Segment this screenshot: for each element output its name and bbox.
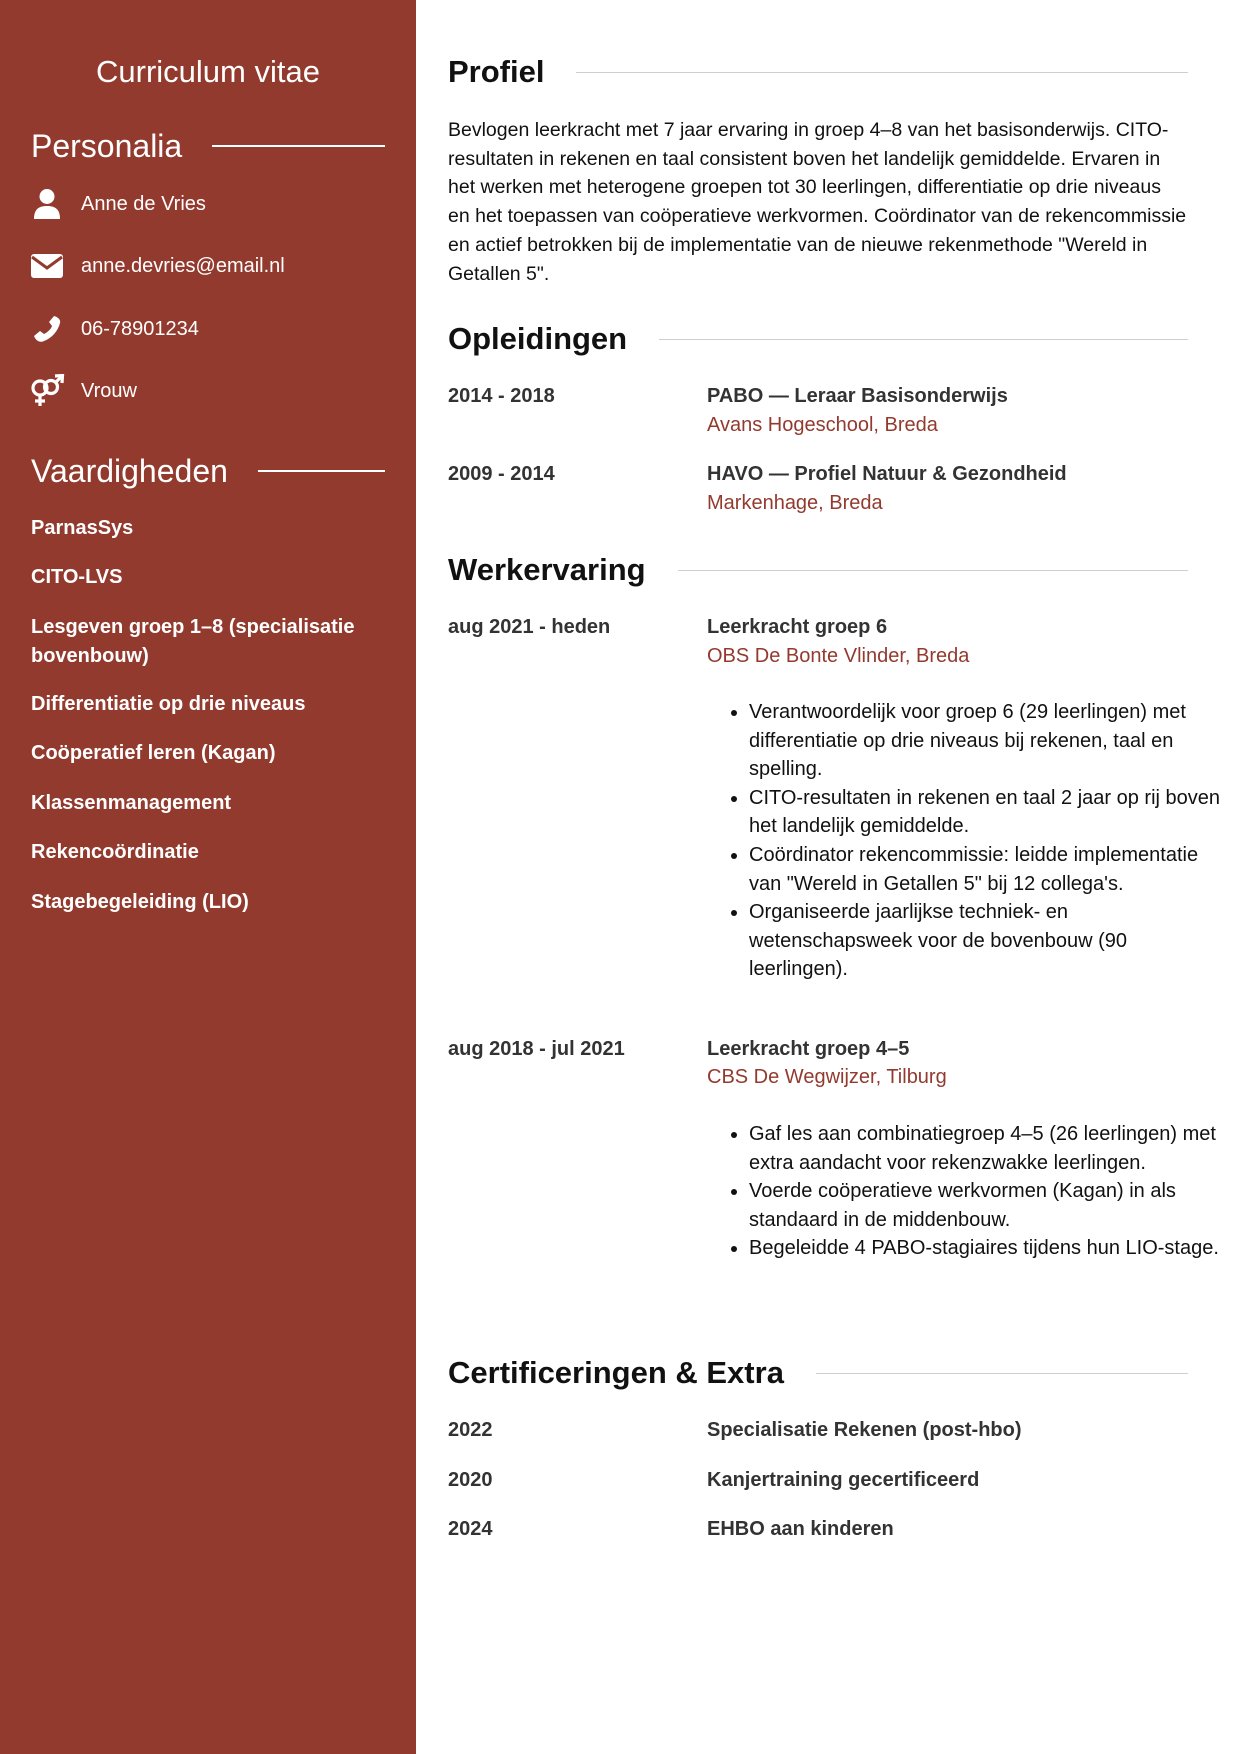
personalia-heading-label: Personalia <box>31 127 183 164</box>
list-item: • Organiseerde jaarlijkse techniek- en wetenschapsweek voor de bovenbouw (90 leerlingen). <box>749 898 1229 984</box>
contact-email[interactable] <box>28 246 285 286</box>
experience-title: Leerkracht groep 6 <box>707 616 888 638</box>
divider <box>659 339 1188 340</box>
list-item: • Coördinator rekencommissie: leidde implementatie van "Wereld in Getallen 5" bij 12 collega's. <box>749 841 1229 898</box>
list-item: • Gaf les aan combinatiegroep 4–5 (26 leerlingen) met extra aandacht voor rekenzwakke leerlingen. <box>749 1120 1229 1177</box>
divider <box>576 72 1188 73</box>
list-item: • Begeleidde 4 PABO-stagiaires tijdens hun LIO-stage. <box>749 1234 1229 1263</box>
skill-item: Stagebegeleiding (LIO) <box>31 891 249 913</box>
experience-bullets <box>707 1120 1229 1263</box>
skills-heading <box>31 451 385 491</box>
sidebar <box>0 0 416 1754</box>
education-title: HAVO — Profiel Natuur & Gezondheid <box>707 463 1067 485</box>
education-institution: Markenhage, Breda <box>707 492 883 514</box>
list-item: • Verantwoordelijk voor groep 6 (29 leerlingen) met differentiatie op drie niveaus bij rekenen, taal en spelling. <box>749 698 1229 784</box>
contact-name-text: Anne de Vries <box>81 192 206 215</box>
skill-item: ParnasSys <box>31 517 134 539</box>
contact-gender <box>28 371 137 411</box>
education-date: 2014 - 2018 <box>448 385 555 407</box>
skill-item: Lesgeven groep 1–8 (specialisatie bovenbouw) <box>31 616 355 667</box>
profile-heading <box>448 50 1188 94</box>
experience-date: aug 2021 - heden <box>448 616 611 638</box>
sidebar-title: Curriculum vitae <box>96 54 320 89</box>
certification-date: 2022 <box>448 1419 493 1441</box>
certification-title: Kanjertraining gecertificeerd <box>707 1469 980 1491</box>
contact-name <box>28 184 206 224</box>
contact-phone-text[interactable]: 06-78901234 <box>81 317 199 340</box>
certification-date: 2020 <box>448 1469 493 1491</box>
list-item: • CITO-resultaten in rekenen en taal 2 jaar op rij boven het landelijk gemiddelde. <box>749 784 1229 841</box>
skill-item: CITO-LVS <box>31 566 123 588</box>
contact-phone[interactable] <box>28 309 199 349</box>
phone-icon <box>28 311 66 347</box>
gender-icon <box>28 373 66 409</box>
certifications-heading <box>448 1351 1188 1395</box>
experience-employer: OBS De Bonte Vlinder, Breda <box>707 645 970 667</box>
divider <box>258 470 385 472</box>
skill-item: Rekencoördinatie <box>31 841 199 863</box>
experience-heading <box>448 548 1188 592</box>
skill-item: Klassenmanagement <box>31 792 232 814</box>
certification-date: 2024 <box>448 1518 493 1540</box>
contact-email-text[interactable]: anne.devries@email.nl <box>81 254 285 277</box>
contact-gender-text: Vrouw <box>81 379 137 402</box>
education-heading <box>448 317 1188 361</box>
envelope-icon <box>28 248 66 284</box>
experience-bullets <box>707 698 1229 984</box>
skill-item: Differentiatie op drie niveaus <box>31 693 306 715</box>
experience-title: Leerkracht groep 4–5 <box>707 1038 910 1060</box>
certifications-heading-label: Certificeringen & Extra <box>448 1355 784 1390</box>
experience-employer: CBS De Wegwijzer, Tilburg <box>707 1066 947 1088</box>
experience-heading-label: Werkervaring <box>448 552 646 587</box>
education-institution: Avans Hogeschool, Breda <box>707 414 938 436</box>
certification-title: Specialisatie Rekenen (post-hbo) <box>707 1419 1022 1441</box>
education-date: 2009 - 2014 <box>448 463 555 485</box>
education-heading-label: Opleidingen <box>448 321 628 356</box>
profile-heading-label: Profiel <box>448 54 545 89</box>
skills-heading-label: Vaardigheden <box>31 452 228 489</box>
user-icon <box>28 186 66 222</box>
profile-text: Bevlogen leerkracht met 7 jaar ervaring in groep 4–8 van het basisonderwijs. CITO-resultaten in rekenen en taal consistent boven het landelijk gemiddelde. Ervaren in het werken met heterogene groepen tot 30 leerlingen, differentiatie op drie niveaus en het toepassen van coöperatieve werkvormen. Coördinator van de rekencommissie en actief betrokken bij de implementatie van de nieuwe rekenmethode "Wereld in Getallen 5". <box>448 119 1187 285</box>
divider <box>816 1373 1188 1374</box>
certification-title: EHBO aan kinderen <box>707 1518 894 1540</box>
skill-item: Coöperatief leren (Kagan) <box>31 742 276 764</box>
divider <box>678 570 1188 571</box>
list-item: • Voerde coöperatieve werkvormen (Kagan) in als standaard in de middenbouw. <box>749 1177 1229 1234</box>
education-title: PABO — Leraar Basisonderwijs <box>707 385 1008 407</box>
divider <box>212 145 385 147</box>
experience-date: aug 2018 - jul 2021 <box>448 1038 625 1060</box>
personalia-heading <box>31 126 385 166</box>
